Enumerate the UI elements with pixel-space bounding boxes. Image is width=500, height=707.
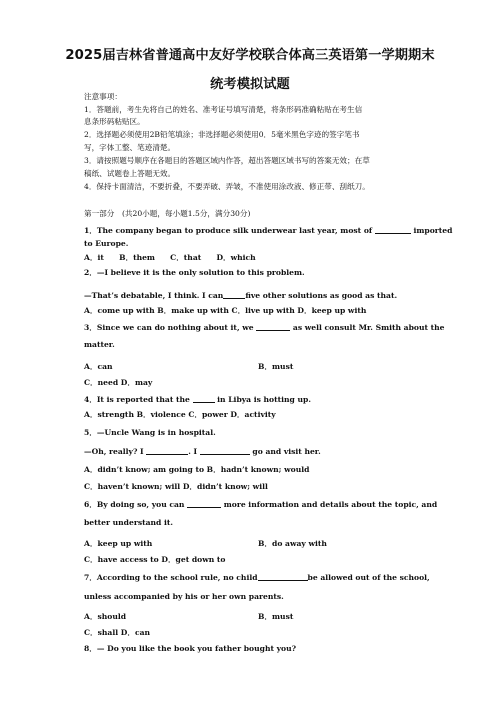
stem-text: —That’s debatable, I think. I can xyxy=(84,291,224,300)
question-5-stem: 5．—Uncle Wang is in hospital. xyxy=(84,428,216,437)
question-1-stem xyxy=(84,225,453,236)
stem-text: . I xyxy=(188,447,198,456)
question-6-stem-cont: better understand it. xyxy=(84,518,174,527)
question-7-option-b: B．must xyxy=(258,612,294,621)
question-5-reply xyxy=(84,446,424,457)
question-3-option-a: A．can xyxy=(84,362,113,371)
answer-blank xyxy=(256,322,290,331)
stem-text: five other solutions as good as that. xyxy=(245,291,398,300)
question-2-stem: 2．—I believe it is the only solution to this problem. xyxy=(84,268,305,277)
stem-text: 7．According to the school rule, no child xyxy=(84,573,258,582)
question-3-stem xyxy=(84,322,445,333)
answer-blank xyxy=(200,446,250,455)
question-1-stem-cont: to Europe. xyxy=(84,239,129,248)
question-7-stem-cont: unless accompanied by his or her own parents. xyxy=(84,592,284,601)
answer-blank xyxy=(258,572,308,581)
question-6-option-a: A．keep up with xyxy=(84,539,153,548)
question-5-options-cd: C．haven’t known; will D．didn’t know; will xyxy=(84,482,268,491)
stem-text: be allowed out of the school, xyxy=(307,573,430,582)
stem-text: —Oh, really? I xyxy=(84,447,144,456)
question-6-options-cd: C．have access to D．get down to xyxy=(84,555,226,564)
stem-text: 3．Since we can do nothing about it, we xyxy=(84,323,254,332)
notice-line: 稿纸、试题卷上答题无效。 xyxy=(84,169,176,178)
question-2-options: A．come up with B．make up with C．live up with D．keep up with xyxy=(84,306,367,315)
question-2-reply xyxy=(84,290,424,301)
notice-line: 1．答题前，考生先将自己的姓名、准考证号填写清楚，将条形码准确粘贴在考生信 xyxy=(84,105,363,114)
question-4-stem xyxy=(84,394,424,405)
page-title-line-2: 统考模拟试题 xyxy=(210,77,290,92)
stem-text: in Libya is hotting up. xyxy=(217,395,311,404)
stem-text: 6．By doing so, you can xyxy=(84,500,185,509)
question-3-option-b: B．must xyxy=(258,362,294,371)
stem-text: go and visit her. xyxy=(252,447,321,456)
stem-text: more information and details about the topic, and xyxy=(223,500,438,509)
notice-line: 3．请按照题号顺序在各题目的答题区域内作答，超出答题区域书写的答案无效；在草 xyxy=(84,156,370,165)
question-4-options: A．strength B．violence C．power D．activity xyxy=(84,410,276,419)
answer-blank xyxy=(375,225,411,234)
question-7-option-a: A．should xyxy=(84,612,127,621)
notice-line: 4．保持卡面清洁，不要折叠，不要弄破、弄皱，不准使用涂改液、修正带、刮纸刀。 xyxy=(84,182,370,191)
question-5-options-ab: A．didn’t know; am going to B．hadn’t known; would xyxy=(84,465,310,474)
question-3-stem-cont: matter. xyxy=(84,340,115,349)
stem-text: as well consult Mr. Smith about the xyxy=(292,323,445,332)
question-3-options-cd: C．need D．may xyxy=(84,378,153,387)
question-8-stem: 8．— Do you like the book you father bought you? xyxy=(84,644,297,653)
stem-text: 1．The company began to produce silk underwear last year, most of xyxy=(84,226,373,235)
question-6-stem xyxy=(84,499,438,510)
stem-text: imported xyxy=(413,226,453,235)
question-1-options: A．it B．them C．that D．which xyxy=(84,253,256,262)
answer-blank xyxy=(223,290,245,299)
notice-line: 写，字体工整、笔迹清楚。 xyxy=(84,143,176,152)
answer-blank xyxy=(187,499,221,508)
notice-heading: 注意事项： xyxy=(84,92,122,101)
question-7-stem xyxy=(84,572,430,583)
section-heading: 第一部分 (共20小题，每小题1.5分，满分30分) xyxy=(84,209,251,218)
page-title-line-1: 2025届吉林省普通高中友好学校联合体高三英语第一学期期末 xyxy=(65,48,435,63)
question-7-options-cd: C．shall D．can xyxy=(84,628,151,637)
stem-text: 4．It is reported that the xyxy=(84,395,190,404)
answer-blank xyxy=(193,394,215,403)
notice-line: 2．选择题必须使用2B铅笔填涂；非选择题必须使用0．5毫米黑色字迹的签字笔书 xyxy=(84,130,360,139)
question-6-option-b: B．do away with xyxy=(258,539,327,548)
notice-line: 息条形码粘贴区。 xyxy=(84,117,145,126)
answer-blank xyxy=(146,446,188,455)
